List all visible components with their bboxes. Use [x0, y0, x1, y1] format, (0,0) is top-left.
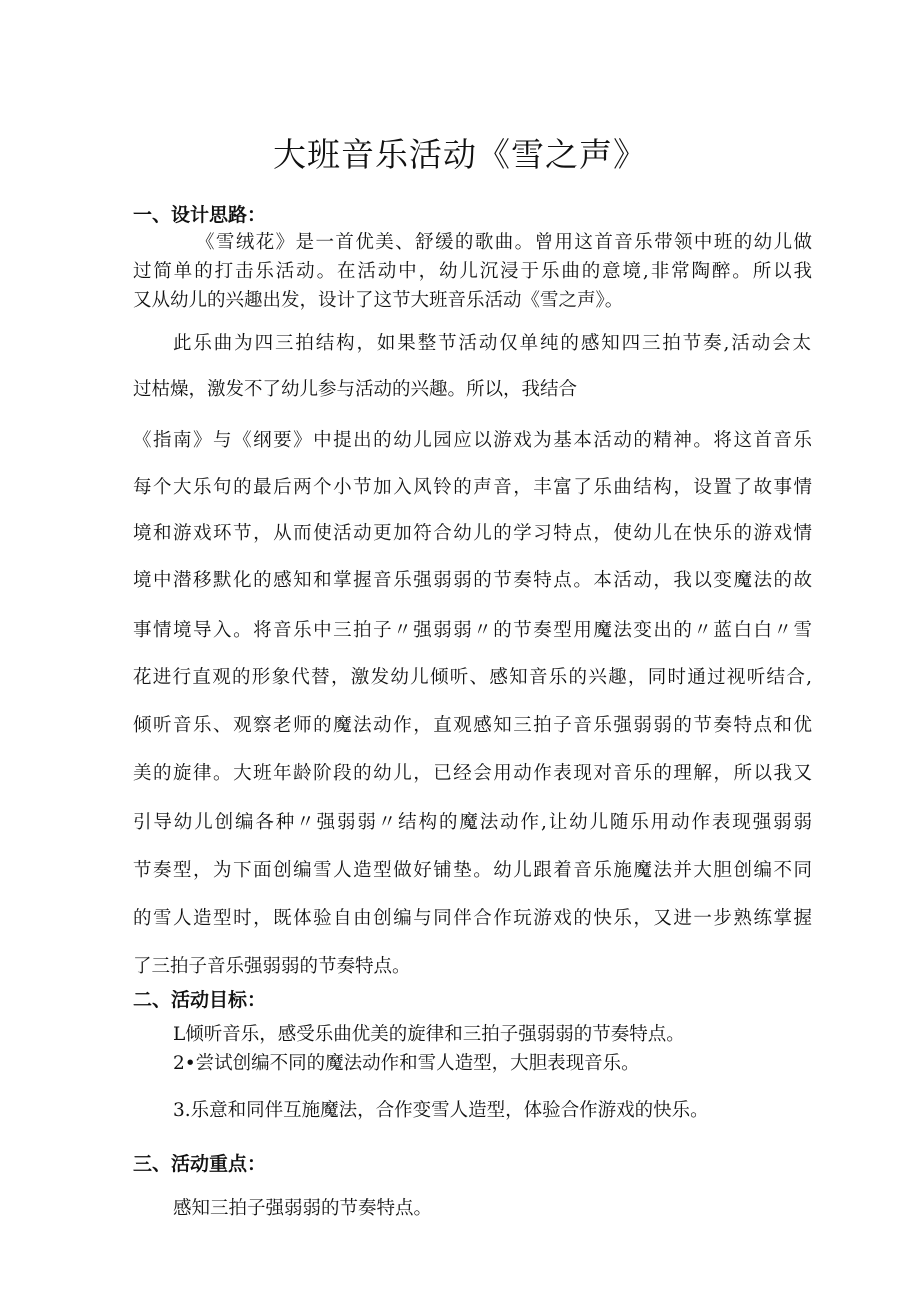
paragraph-line: 《指南》与《纲要》中提出的幼儿园应以游戏为基本活动的精神。将这首音乐 [133, 430, 812, 451]
paragraph-line: 美的旋律。大班年龄阶段的幼儿，已经会用动作表现对音乐的理解，所以我又 [133, 763, 812, 784]
paragraph-line: 引导幼儿创编各种〃强弱弱〃结构的魔法动作,让幼儿随乐用动作表现强弱弱 [133, 812, 812, 833]
paragraph-line: 花进行直观的形象代替，激发幼儿倾听、感知音乐的兴趣，同时通过视听结合, [133, 667, 812, 688]
paragraph-line: 事情境导入。将音乐中三拍子〃强弱弱〃的节奏型用魔法变出的〃蓝白白〃雪 [133, 620, 812, 641]
paragraph-line: 倾听音乐、观察老师的魔法动作，直观感知三拍子音乐强弱弱的节奏特点和优 [133, 715, 812, 736]
paragraph-line: 《雪绒花》是一首优美、舒缓的歌曲。曾用这首音乐带领中班的幼儿做 [196, 232, 812, 253]
paragraph-line: 了三拍子音乐强弱弱的节奏特点。 [133, 956, 411, 977]
paragraph-line: 的雪人造型时，既体验自由创编与同伴合作玩游戏的快乐，又进一步熟练掌握 [133, 908, 812, 929]
section-heading-activity-focus: 三、活动重点： [133, 1153, 267, 1175]
paragraph-line: 此乐曲为四三拍结构，如果整节活动仅单纯的感知四三拍节奏,活动会太 [173, 333, 811, 354]
paragraph-line: 又从幼儿的兴趣出发，设计了这节大班音乐活动《雪之声》。 [133, 290, 624, 311]
section-heading-design-idea: 一、设计思路： [133, 204, 267, 226]
paragraph-line: 境中潜移默化的感知和掌握音乐强弱弱的节奏特点。本活动，我以变魔法的故 [133, 570, 812, 591]
goal-item: L倾听音乐，感受乐曲优美的旋律和三拍子强弱弱的节奏特点。 [173, 1024, 685, 1045]
section-heading-activity-goals: 二、活动目标： [133, 989, 267, 1011]
goal-item: 2•尝试创编不同的魔法动作和雪人造型，大胆表现音乐。 [173, 1053, 640, 1074]
paragraph-line: 每个大乐句的最后两个小节加入风铃的声音，丰富了乐曲结构，设置了故事情 [133, 477, 812, 498]
goal-item: 3.乐意和同伴互施魔法，合作变雪人造型，体验合作游戏的快乐。 [173, 1100, 709, 1121]
document-title: 大班音乐活动《雪之声》 [273, 135, 647, 174]
paragraph-line: 过简单的打击乐活动。在活动中，幼儿沉浸于乐曲的意境,非常陶醉。所以我 [133, 261, 812, 282]
focus-text: 感知三拍子强弱弱的节奏特点。 [173, 1198, 433, 1219]
paragraph-line: 过枯燥，激发不了幼儿参与活动的兴趣。所以，我结合 [133, 379, 578, 400]
paragraph-line: 节奏型，为下面创编雪人造型做好铺垫。幼儿跟着音乐施魔法并大胆创编不同 [133, 860, 812, 881]
paragraph-line: 境和游戏环节，从而使活动更加符合幼儿的学习特点，使幼儿在快乐的游戏情 [133, 523, 812, 544]
